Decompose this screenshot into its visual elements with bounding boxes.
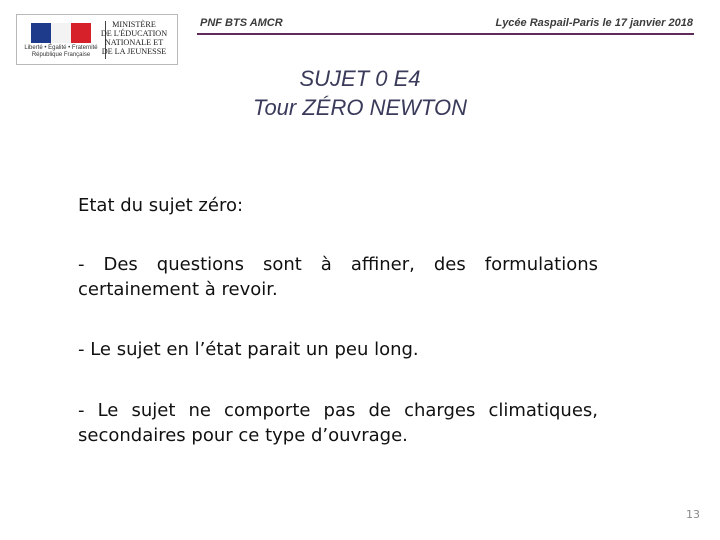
logo-ministry-name: MINISTÈRE DE L'ÉDUCATION NATIONALE ET DE LA JEUNESSE <box>100 20 168 56</box>
bullet-length: - Le sujet en l’état parait un peu long. <box>78 339 419 360</box>
section-heading: Etat du sujet zéro: <box>78 195 244 216</box>
bullet-questions-line2: certainement à revoir. <box>78 279 278 300</box>
page-number: 13 <box>686 508 700 521</box>
header-venue-date: Lycée Raspail-Paris le 17 janvier 2018 <box>495 17 693 29</box>
bullet-charges <box>78 398 598 448</box>
bullet-questions <box>78 252 598 302</box>
french-flag-icon <box>31 23 91 43</box>
bullet-charges-line1: - Le sujet ne comporte pas de charges climatiques, <box>78 400 598 421</box>
header-course: PNF BTS AMCR <box>200 17 283 29</box>
logo-motto: Liberté • Égalité • Fraternité République Française <box>24 45 98 58</box>
ministry-logo <box>16 14 178 65</box>
slide-title: SUJET 0 E4 <box>299 66 421 91</box>
slide-subtitle: Tour ZÉRO NEWTON <box>253 95 467 120</box>
republic-emblem <box>23 21 99 59</box>
header-rule <box>197 33 694 35</box>
bullet-questions-line1: - Des questions sont à affiner, des formulations <box>78 254 598 275</box>
bullet-charges-line2: secondaires pour ce type d’ouvrage. <box>78 425 408 446</box>
